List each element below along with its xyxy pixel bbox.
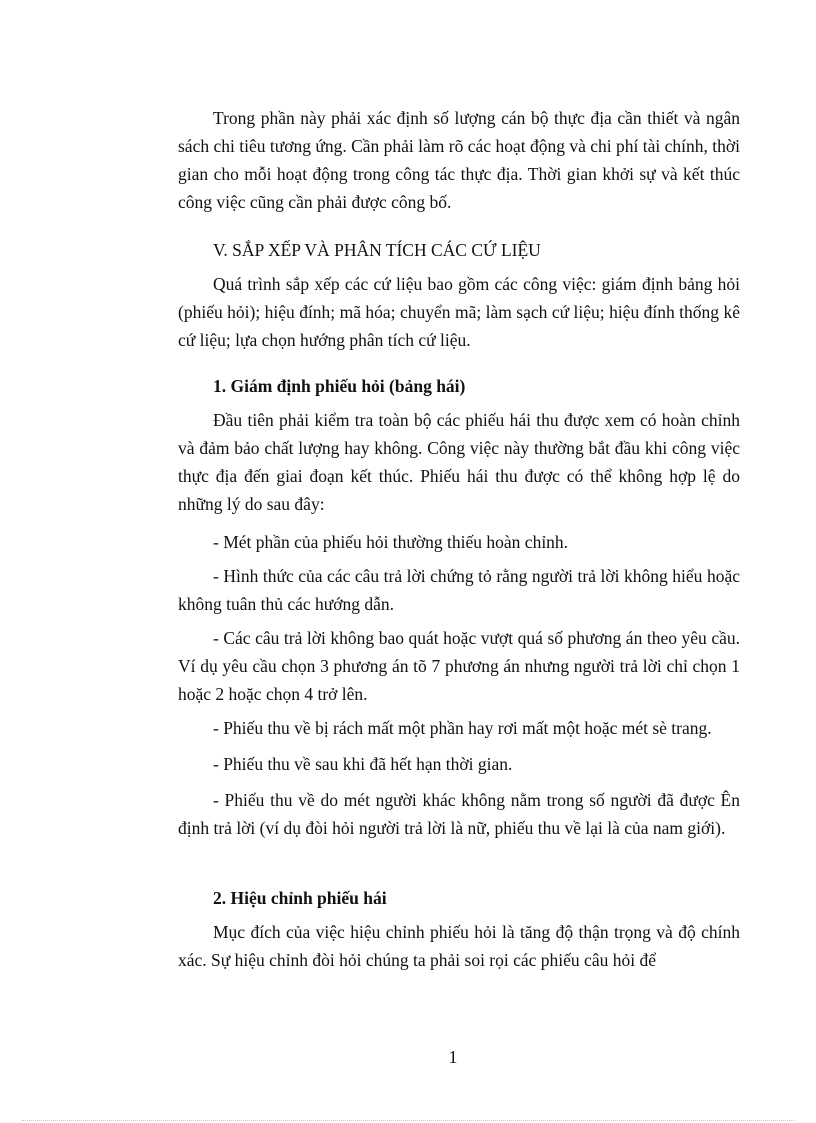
paragraph-fieldwork-budget: Trong phần này phải xác định số lượng cán bộ thực địa cần thiết và ngân sách chi tiêu tương ứng. Cần phải làm rõ các hoạt động và chi phí tài chính, thời gian cho mỗi hoạt động trong công tác thực địa. Thời gian khởi sự và kết thúc công việc cũng cần phải được công bố.	[178, 108, 740, 212]
paragraph-questionnaire-check: Đầu tiên phải kiểm tra toàn bộ các phiếu hái thu được xem có hoàn chỉnh và đảm bảo chất lượng hay không. Công việc này thường bắt đầu khi công việc thực địa đến giai đoạn kết thúc. Phiếu hái thu được có thể không hợp lệ do những lý do sau đây:	[178, 410, 740, 514]
bullet-incomplete: - Mét phần của phiếu hỏi thường thiếu hoàn chỉnh.	[213, 532, 569, 552]
bullet-late: - Phiếu thu về sau khi đã hết hạn thời gian.	[213, 754, 513, 774]
subheading-2: 2. Hiệu chỉnh phiếu hái	[213, 888, 387, 908]
paragraph-data-processing: Quá trình sắp xếp các cứ liệu bao gồm các công việc: giám định bảng hỏi (phiếu hỏi); hiệu đính; mã hóa; chuyển mã; làm sạch cứ liệu; hiệu đính thống kê cứ liệu; lựa chọn hướng phân tích cứ liệu.	[178, 274, 740, 350]
bullet-misunderstood: - Hình thức của các câu trả lời chứng tỏ rằng người trả lời không hiểu hoặc không tuân thủ các hướng dẫn.	[178, 566, 740, 614]
paragraph-editing-purpose: Mục đích của việc hiệu chỉnh phiếu hỏi là tăng độ thận trọng và độ chính xác. Sự hiệu chỉnh đòi hỏi chúng ta phải soi rọi các phiếu câu hỏi để	[178, 922, 740, 970]
section-heading-v: V. SẮP XẾP VÀ PHÂN TÍCH CÁC CỨ LIỆU	[213, 240, 541, 260]
subheading-1: 1. Giám định phiếu hỏi (bảng hái)	[213, 376, 466, 396]
page-number: 1	[448, 1047, 458, 1067]
bullet-options-count: - Các câu trả lời không bao quát hoặc vượt quá số phương án theo yêu cầu. Ví dụ yêu cầu chọn 3 phương án tõ 7 phương án nhưng người trả lời chỉ chọn 1 hoặc 2 hoặc chọn 4 trở lên.	[178, 628, 740, 704]
page-bottom-divider	[22, 1120, 794, 1121]
bullet-torn-pages: - Phiếu thu về bị rách mất một phần hay rơi mất một hoặc mét sè trang.	[213, 718, 712, 738]
bullet-wrong-respondent: - Phiếu thu về do mét người khác không nằm trong số người đã được Ên định trả lời (ví dụ đòi hỏi người trả lời là nữ, phiếu thu về lại là của nam giới).	[178, 790, 740, 838]
